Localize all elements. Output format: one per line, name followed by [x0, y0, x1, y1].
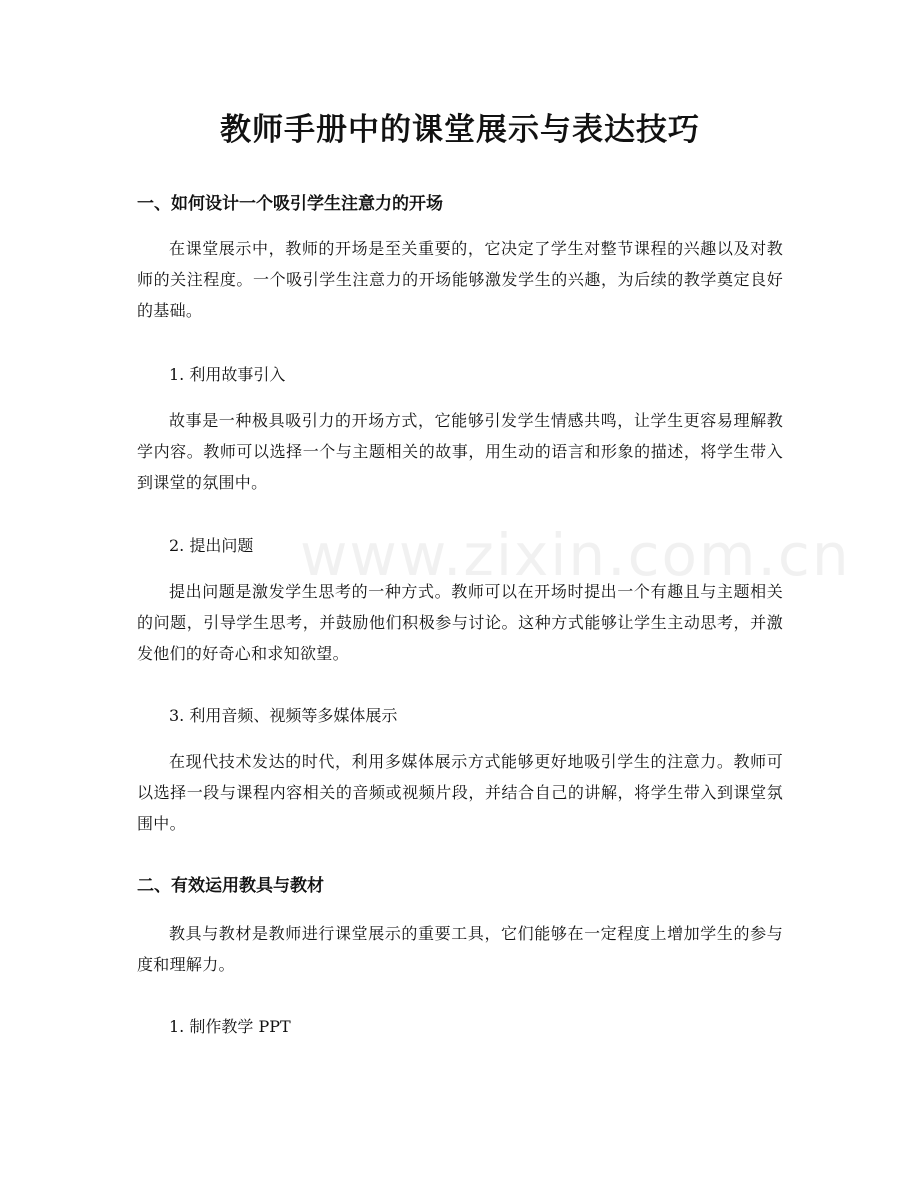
page-title: 教师手册中的课堂展示与表达技巧 — [220, 112, 700, 148]
section-2-item-1-label: 1. 制作教学 PPT — [169, 1017, 291, 1036]
section-1-intro: 在课堂展示中，教师的开场是至关重要的，它决定了学生对整节课程的兴趣以及对教师的关注程度。一个吸引学生注意力的开场能够激发学生的兴趣，为后续的教学奠定良好的基础。 — [137, 239, 783, 320]
section-heading-1: 一、如何设计一个吸引学生注意力的开场 — [137, 194, 443, 214]
section-1-item-1-text: 故事是一种极具吸引力的开场方式，它能够引发学生情感共鸣，让学生更容易理解教学内容。教师可以选择一个与主题相关的故事，用生动的语言和形象的描述，将学生带入到课堂的氛围中。 — [137, 411, 783, 492]
section-1-item-3-label: 3. 利用音频、视频等多媒体展示 — [169, 706, 398, 725]
section-1-item-3-text: 在现代技术发达的时代，利用多媒体展示方式能够更好地吸引学生的注意力。教师可以选择一段与课程内容相关的音频或视频片段，并结合自己的讲解，将学生带入到课堂氛围中。 — [137, 752, 783, 833]
section-1-item-1-label: 1. 利用故事引入 — [169, 365, 286, 384]
section-1-item-2-label: 2. 提出问题 — [169, 536, 254, 555]
watermark: www.zixin.com.cn — [300, 521, 851, 589]
section-1-item-2-text: 提出问题是激发学生思考的一种方式。教师可以在开场时提出一个有趣且与主题相关的问题，引导学生思考，并鼓励他们积极参与讨论。这种方式能够让学生主动思考，并激发他们的好奇心和求知欲望。 — [137, 582, 783, 663]
section-2-intro: 教具与教材是教师进行课堂展示的重要工具，它们能够在一定程度上增加学生的参与度和理解力。 — [137, 924, 783, 974]
section-heading-2: 二、有效运用教具与教材 — [137, 876, 324, 896]
